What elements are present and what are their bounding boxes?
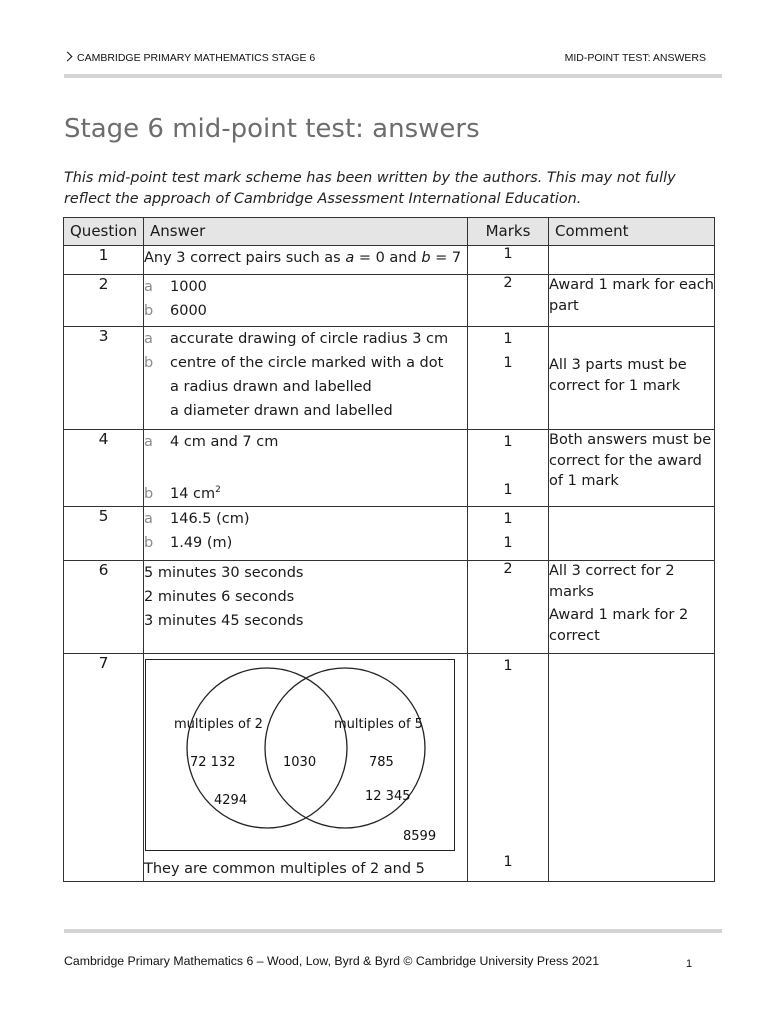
mark-scheme-table (63, 217, 715, 882)
venn-label-left: multiples of 2 (174, 717, 263, 732)
answer-text: a diameter drawn and labelled (170, 403, 393, 419)
mark-value: 1 (503, 535, 513, 551)
answer-cell (144, 246, 468, 275)
answer-text: 146.5 (cm) (170, 511, 250, 527)
marks-cell (468, 654, 549, 882)
answer-text: 1000 (170, 279, 207, 295)
question-number: 1 (64, 246, 144, 275)
question-number: 7 (64, 654, 144, 882)
mark-value: 1 (503, 434, 513, 450)
header-left-text: CAMBRIDGE PRIMARY MATHEMATICS STAGE 6 (77, 52, 316, 64)
venn-value: 785 (369, 755, 394, 770)
answer-text: Any 3 correct pairs such as (144, 250, 346, 266)
part-label: a (144, 279, 153, 295)
venn-label-right: multiples of 5 (334, 717, 423, 732)
page-title: Stage 6 mid-point test: answers (64, 114, 480, 144)
comment-text: Award 1 mark for 2 correct (549, 607, 689, 644)
part-label: b (144, 535, 154, 551)
comment-cell (549, 561, 715, 654)
table-row-q5 (64, 507, 715, 561)
answer-cell (144, 561, 468, 654)
answer-line (144, 399, 467, 423)
answer-line: They are common multiples of 2 and 5 (144, 861, 425, 877)
comment-cell: All 3 parts must be correct for 1 mark (549, 327, 715, 430)
answer-text: = 0 and (354, 250, 422, 266)
answer-line: 3 minutes 45 seconds (144, 613, 304, 629)
answer-text: centre of the circle marked with a dot (170, 355, 444, 371)
answer-cell (144, 507, 468, 561)
venn-value: 12 345 (365, 789, 411, 804)
table-header-row (64, 218, 715, 246)
answer-line (144, 246, 467, 270)
part-label: a (144, 511, 153, 527)
answer-line (144, 507, 467, 531)
mark-value: 1 (503, 854, 513, 870)
venn-value: 8599 (403, 829, 437, 844)
part-label: a (144, 434, 153, 450)
intro-text: This mid-point test mark scheme has been written by the authors. This may not fully reflect the approach of Cambridge Assessment International Education. (64, 170, 676, 207)
marks-cell (468, 430, 549, 507)
question-number: 2 (64, 275, 144, 327)
variable-a: a (345, 250, 355, 266)
header-answer: Answer (144, 218, 468, 246)
answer-line (144, 375, 467, 399)
answer-line (144, 478, 467, 502)
venn-value: 1030 (283, 755, 317, 770)
header-question: Question (64, 218, 144, 246)
answer-line (144, 430, 467, 454)
answer-cell (144, 275, 468, 327)
marks-cell (468, 507, 549, 561)
answer-text: 14 cm (170, 486, 216, 502)
venn-diagram (145, 659, 455, 851)
marks-cell (468, 327, 549, 430)
chevron-right-icon (63, 52, 73, 62)
header-left (64, 52, 315, 64)
answer-line (144, 275, 467, 299)
header-marks: Marks (468, 218, 549, 246)
page-header (64, 52, 708, 68)
venn-value: 72 132 (190, 755, 236, 770)
mark-value: 1 (503, 511, 513, 527)
footer-text: Cambridge Primary Mathematics 6 – Wood, Low, Byrd & Byrd © Cambridge University Press 2021 (64, 954, 600, 968)
footer-divider (64, 929, 722, 933)
question-number: 6 (64, 561, 144, 654)
table-row-q6 (64, 561, 715, 654)
comment-text: All 3 correct for 2 marks (549, 563, 675, 600)
answer-cell (144, 430, 468, 507)
table-row-q7 (64, 654, 715, 882)
table-row-q1 (64, 246, 715, 275)
table-row-q4 (64, 430, 715, 507)
answer-cell (144, 654, 468, 882)
marks-cell: 2 (468, 275, 549, 327)
superscript: 2 (215, 485, 221, 495)
table-row-q3 (64, 327, 715, 430)
mark-value: 1 (503, 331, 513, 347)
marks-cell: 1 (468, 246, 549, 275)
variable-b: b (421, 250, 431, 266)
page-number: 1 (686, 958, 693, 970)
header-comment: Comment (549, 218, 715, 246)
answer-text: 1.49 (m) (170, 535, 233, 551)
question-number: 5 (64, 507, 144, 561)
answer-cell (144, 327, 468, 430)
answer-line (144, 351, 467, 375)
part-label: b (144, 303, 154, 319)
venn-value: 4294 (214, 793, 248, 808)
comment-cell (549, 246, 715, 275)
part-label: a (144, 331, 153, 347)
mark-value: 1 (503, 482, 513, 498)
header-right: MID-POINT TEST: ANSWERS (564, 52, 706, 64)
answer-text: accurate drawing of circle radius 3 cm (170, 331, 449, 347)
question-number: 4 (64, 430, 144, 507)
header-divider (64, 74, 722, 78)
question-number: 3 (64, 327, 144, 430)
part-label: b (144, 486, 154, 502)
answer-line: 5 minutes 30 seconds (144, 565, 304, 581)
venn-circle-left (187, 668, 347, 828)
answer-text: 6000 (170, 303, 207, 319)
comment-cell (549, 507, 715, 561)
answer-text: = 7 (430, 250, 462, 266)
table-row-q2 (64, 275, 715, 327)
answer-text: 4 cm and 7 cm (170, 434, 279, 450)
mark-value: 1 (503, 355, 513, 371)
answer-line (144, 299, 467, 323)
comment-cell: Both answers must be correct for the award of 1 mark (549, 430, 715, 507)
venn-circle-right (265, 668, 425, 828)
marks-cell: 2 (468, 561, 549, 654)
answer-line (144, 531, 467, 555)
answer-line: 2 minutes 6 seconds (144, 589, 295, 605)
mark-value: 1 (503, 658, 513, 674)
part-label: b (144, 355, 154, 371)
answer-text: a radius drawn and labelled (170, 379, 372, 395)
comment-cell (549, 654, 715, 882)
answer-line (144, 327, 467, 351)
comment-cell: Award 1 mark for each part (549, 275, 715, 327)
